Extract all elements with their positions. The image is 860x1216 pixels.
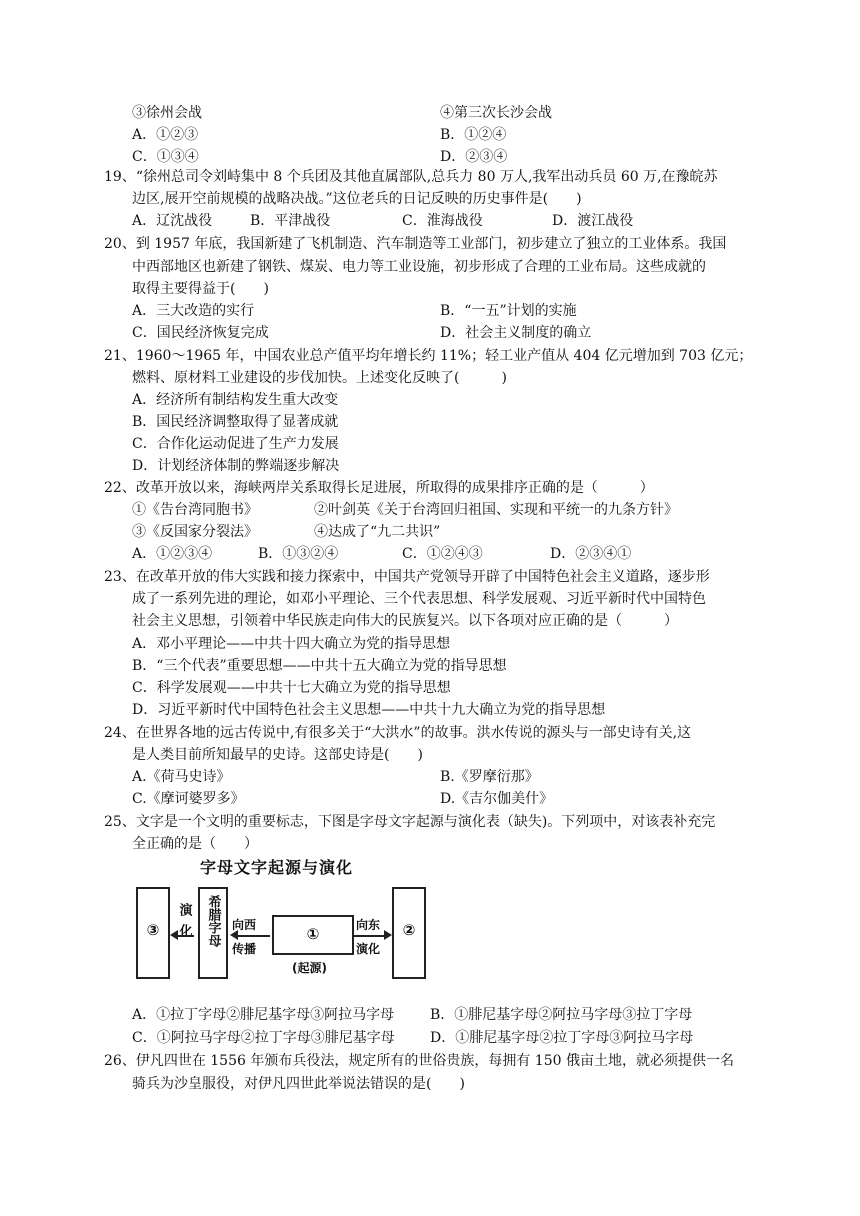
alphabet-origin-diagram <box>132 855 432 985</box>
prev-choice-c: C．①③④ <box>132 149 199 165</box>
diagram-box-3 <box>136 887 170 979</box>
q23-choice-c: C．科学发展观——中共十七大确立为党的指导思想 <box>132 680 451 696</box>
east-arrow-head <box>384 930 392 940</box>
q21-choice-d: D．计划经济体制的弊端逐步解决 <box>132 458 340 474</box>
east-arrow-line <box>354 935 386 937</box>
q22-choice-d: D．②③④① <box>550 546 632 562</box>
q19-choice-c: C．淮海战役 <box>402 213 483 229</box>
q22-choice-c: C．①②④③ <box>402 546 483 562</box>
diagram-title: 字母文字起源与演化 <box>200 858 354 877</box>
greek-alphabet-box <box>198 887 228 979</box>
q25-stem-line2: 全正确的是（ ） <box>132 836 258 852</box>
q19-stem-line2: 边区,展开空前规模的战略决战。”这位老兵的日记反映的历史事件是( ) <box>132 191 582 207</box>
q19-choice-d: D．渡江战役 <box>552 213 634 229</box>
q20-stem-line3: 取得主要得益于( ) <box>132 281 269 297</box>
q23-choice-a: A．邓小平理论——中共十四大确立为党的指导思想 <box>132 636 451 652</box>
q22-choice-a: A．①②③④ <box>132 546 213 562</box>
left-arrow-head <box>170 930 178 940</box>
prev-option-4: ④第三次长沙会战 <box>440 105 552 121</box>
greek-alphabet-label: 希腊字母 <box>205 895 221 947</box>
q25-choice-c: C．①阿拉马字母②拉丁字母③腓尼基字母 <box>132 1030 395 1046</box>
q22-item-1: ①《告台湾同胞书》 <box>132 502 258 518</box>
box-2-label: ② <box>402 921 416 939</box>
q23-choice-b: B．“三个代表”重要思想——中共十五大确立为党的指导思想 <box>132 658 507 674</box>
westward-label: 向西传播 <box>232 918 257 956</box>
q24-choice-c: C.《摩诃婆罗多》 <box>132 791 245 807</box>
q21-choice-b: B．国民经济调整取得了显著成就 <box>132 414 339 430</box>
q25-choice-a: A．①拉丁字母②腓尼基字母③阿拉马字母 <box>132 1007 395 1023</box>
q24-stem-line1: 24、在世界各地的远古传说中,有很多关于“大洪水”的故事。洪水传说的源头与一部史诗有关,这 <box>104 725 692 741</box>
q23-stem-line1: 23、在改革开放的伟大实践和接力探索中，中国共产党领导开辟了中国特色社会主义道路，逐步形 <box>104 569 710 585</box>
eastward-label: 向东演化 <box>356 918 381 956</box>
q20-choice-b: B．“一五”计划的实施 <box>440 303 577 319</box>
west-arrow-head <box>230 930 238 940</box>
q24-choice-b: B.《罗摩衍那》 <box>440 769 539 785</box>
q22-item-2: ②叶剑英《关于台湾回归祖国、实现和平统一的九条方针》 <box>314 502 678 518</box>
q21-choice-c: C．合作化运动促进了生产力发展 <box>132 436 339 452</box>
diagram-box-2 <box>392 887 426 979</box>
left-arrow-line <box>176 935 194 937</box>
q24-stem-line2: 是人类目前所知最早的史诗。这部史诗是( ) <box>132 747 423 763</box>
q19-stem-line1: 19、“徐州总司令刘峙集中 8 个兵团及其他直属部队,总兵力 80 万人,我军出动兵员 60 万,在豫皖苏 <box>104 169 718 185</box>
q20-choice-d: D．社会主义制度的确立 <box>440 325 592 341</box>
q25-choice-b: B．①腓尼基字母②阿拉马字母③拉丁字母 <box>430 1007 693 1023</box>
q20-stem-line1: 20、到 1957 年底，我国新建了飞机制造、汽车制造等工业部门，初步建立了独立的工业体系。我国 <box>104 236 727 252</box>
q19-choice-a: A．辽沈战役 <box>132 213 213 229</box>
prev-choice-a: A．①②③ <box>132 127 199 143</box>
q21-choice-a: A．经济所有制结构发生重大改变 <box>132 392 339 408</box>
box-3-label: ③ <box>146 921 160 939</box>
q23-stem-line2: 成了一系列先进的理论，如邓小平理论、三个代表思想、科学发展观、习近平新时代中国特色 <box>132 591 706 607</box>
q25-stem-line1: 25、文字是一个文明的重要标志，下图是字母文字起源与演化表（缺失)。下列项中，对该表补充完 <box>104 814 716 830</box>
q20-choice-c: C．国民经济恢复完成 <box>132 325 269 341</box>
prev-choice-b: B．①②④ <box>440 127 507 143</box>
q24-choice-d: D.《吉尔伽美什》 <box>440 791 554 807</box>
box-1-label: ① <box>306 925 320 943</box>
q22-item-4: ④达成了“九二共识” <box>314 524 441 540</box>
q23-stem-line3: 社会主义思想，引领着中华民族走向伟大的民族复兴。以下各项对应正确的是（ ） <box>132 613 678 629</box>
origin-label: (起源) <box>292 961 327 975</box>
q20-stem-line2: 中西部地区也新建了钢铁、煤炭、电力等工业设施，初步形成了合理的工业布局。这些成就的 <box>132 259 706 275</box>
q26-stem-line1: 26、伊凡四世在 1556 年颁布兵役法，规定所有的世俗贵族，每拥有 150 俄亩土地，就必须提供一名 <box>104 1053 734 1069</box>
q22-stem: 22、改革开放以来，海峡两岸关系取得长足进展，所取得的成果排序正确的是（ ） <box>104 480 654 496</box>
diagram-box-1 <box>272 915 354 955</box>
q25-choice-d: D．①腓尼基字母②拉丁字母③阿拉马字母 <box>430 1030 694 1046</box>
q21-stem-line1: 21、1960～1965 年，中国农业总产值平均年增长约 11%；轻工业产值从 404 亿元增加到 703 亿元； <box>104 348 753 364</box>
q23-choice-d: D．习近平新时代中国特色社会主义思想——中共十九大确立为党的指导思想 <box>132 702 606 718</box>
prev-choice-d: D．②③④ <box>440 149 508 165</box>
prev-option-3: ③徐州会战 <box>132 105 202 121</box>
west-arrow-line <box>236 935 270 937</box>
evolve-left-label: 演化 <box>176 903 192 945</box>
q22-choice-b: B．①③②④ <box>258 546 339 562</box>
q19-choice-b: B．平津战役 <box>250 213 331 229</box>
q22-item-3: ③《反国家分裂法》 <box>132 524 258 540</box>
q21-stem-line2: 燃料、原材料工业建设的步伐加快。上述变化反映了( ) <box>132 370 507 386</box>
q24-choice-a: A.《荷马史诗》 <box>132 769 231 785</box>
q20-choice-a: A．三大改造的实行 <box>132 303 255 319</box>
q26-stem-line2: 骑兵为沙皇服役，对伊凡四世此举说法错误的是( ) <box>132 1076 465 1092</box>
